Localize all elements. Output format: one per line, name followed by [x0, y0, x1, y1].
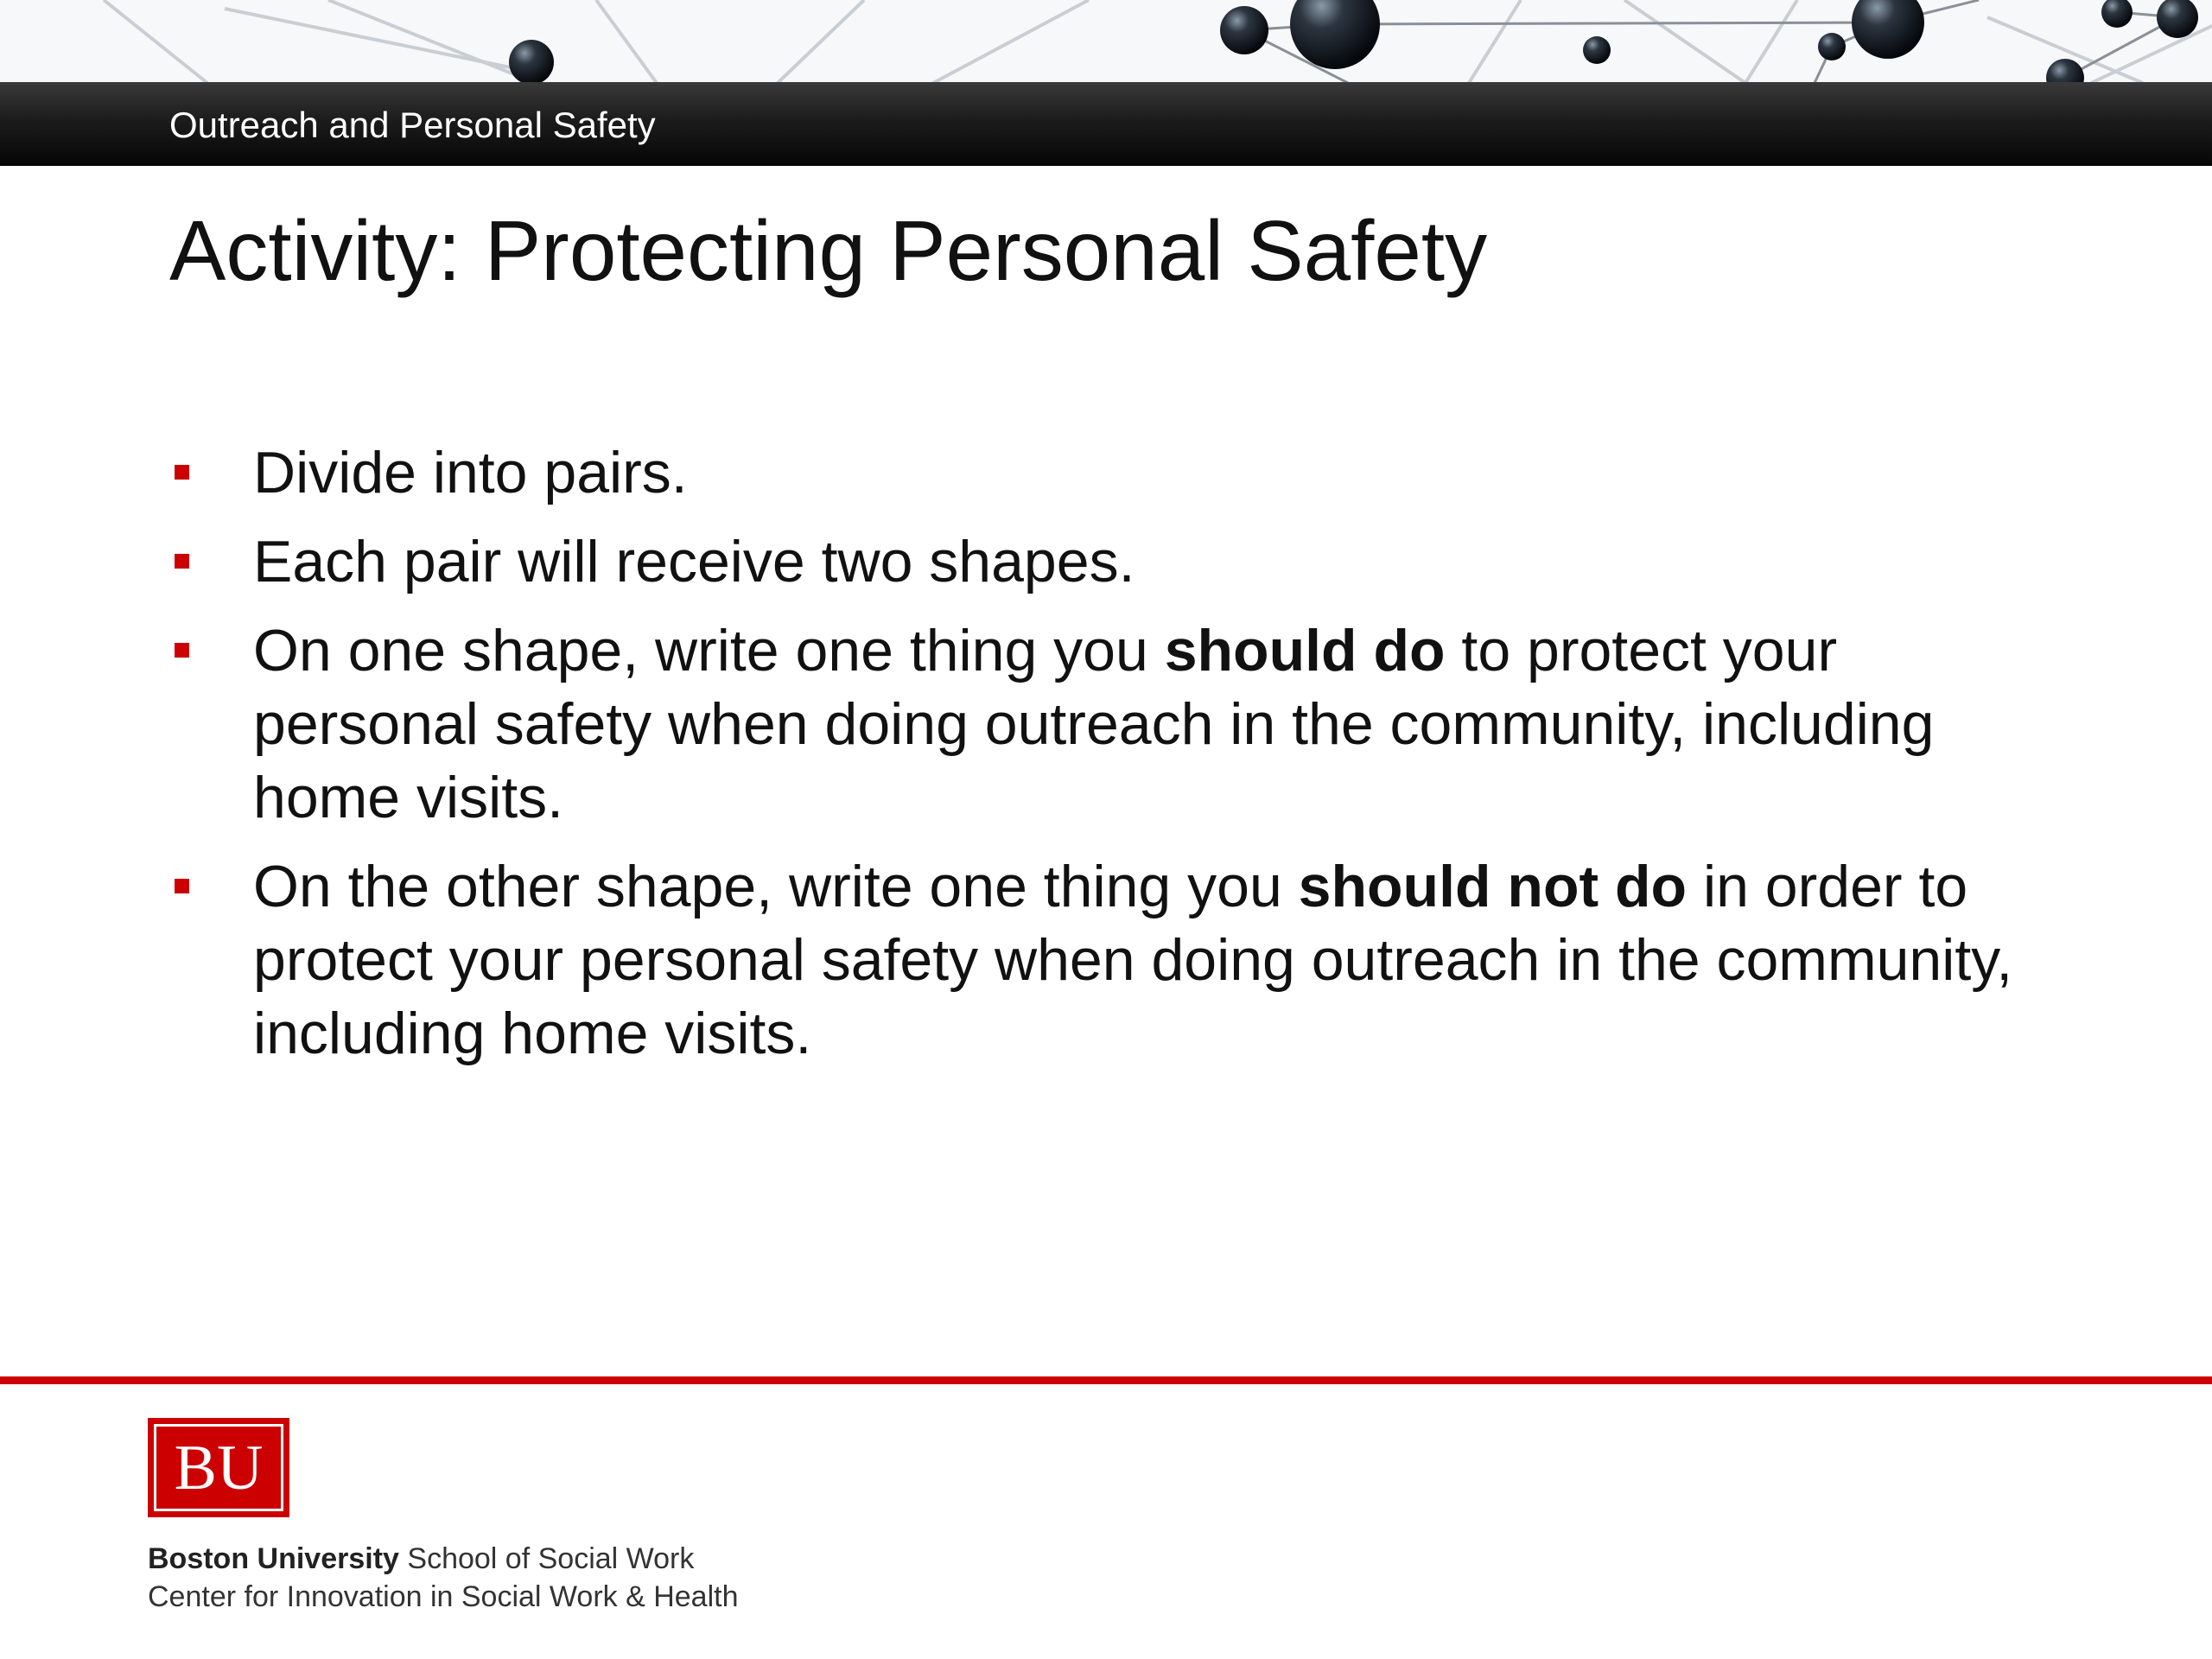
bullet-text-rest: to protect your personal safety when doing outreach in the community, including home visits.: [253, 618, 1935, 830]
bullet-text-rest: in order to protect your personal safety when doing outreach in the community, including home visits.: [253, 854, 2013, 1066]
bullet-text-emphasis: should not do: [1298, 854, 1688, 919]
footer-center: Center for Innovation in Social Work & Health: [148, 1580, 739, 1613]
bullet-list: [169, 436, 2070, 1086]
footer-institution: [148, 1541, 694, 1576]
network-banner-graphic: [0, 0, 2212, 83]
header-title: Outreach and Personal Safety: [169, 105, 656, 145]
footer-divider: [0, 1376, 2212, 1384]
footer-university: Boston University: [148, 1542, 399, 1575]
bullet-text: [253, 618, 1934, 830]
bullet-text-lead: On the other shape, write one thing you: [253, 854, 1299, 919]
red-square-bullet-icon: [175, 554, 189, 569]
footer-school: School of Social Work: [398, 1542, 695, 1575]
red-square-bullet-icon: [175, 465, 189, 480]
slide-title: Activity: Protecting Personal Safety: [169, 203, 1488, 298]
bullet-item: [169, 614, 2070, 835]
bu-logo: [148, 1418, 289, 1517]
bullet-item: [169, 850, 2070, 1071]
bullet-item: [169, 525, 2070, 599]
bullet-text-lead: On one shape, write one thing you: [253, 618, 1165, 683]
bullet-text: [253, 854, 2012, 1066]
bu-logo-text: BU: [174, 1432, 264, 1503]
bullet-text: Each pair will receive two shapes.: [253, 529, 1135, 594]
bullet-text: Divide into pairs.: [253, 440, 688, 505]
bullet-item: [169, 436, 2070, 510]
red-square-bullet-icon: [175, 879, 189, 893]
bullet-text-emphasis: should do: [1164, 618, 1446, 683]
red-square-bullet-icon: [175, 643, 189, 658]
bu-logo-frame: [154, 1424, 283, 1511]
